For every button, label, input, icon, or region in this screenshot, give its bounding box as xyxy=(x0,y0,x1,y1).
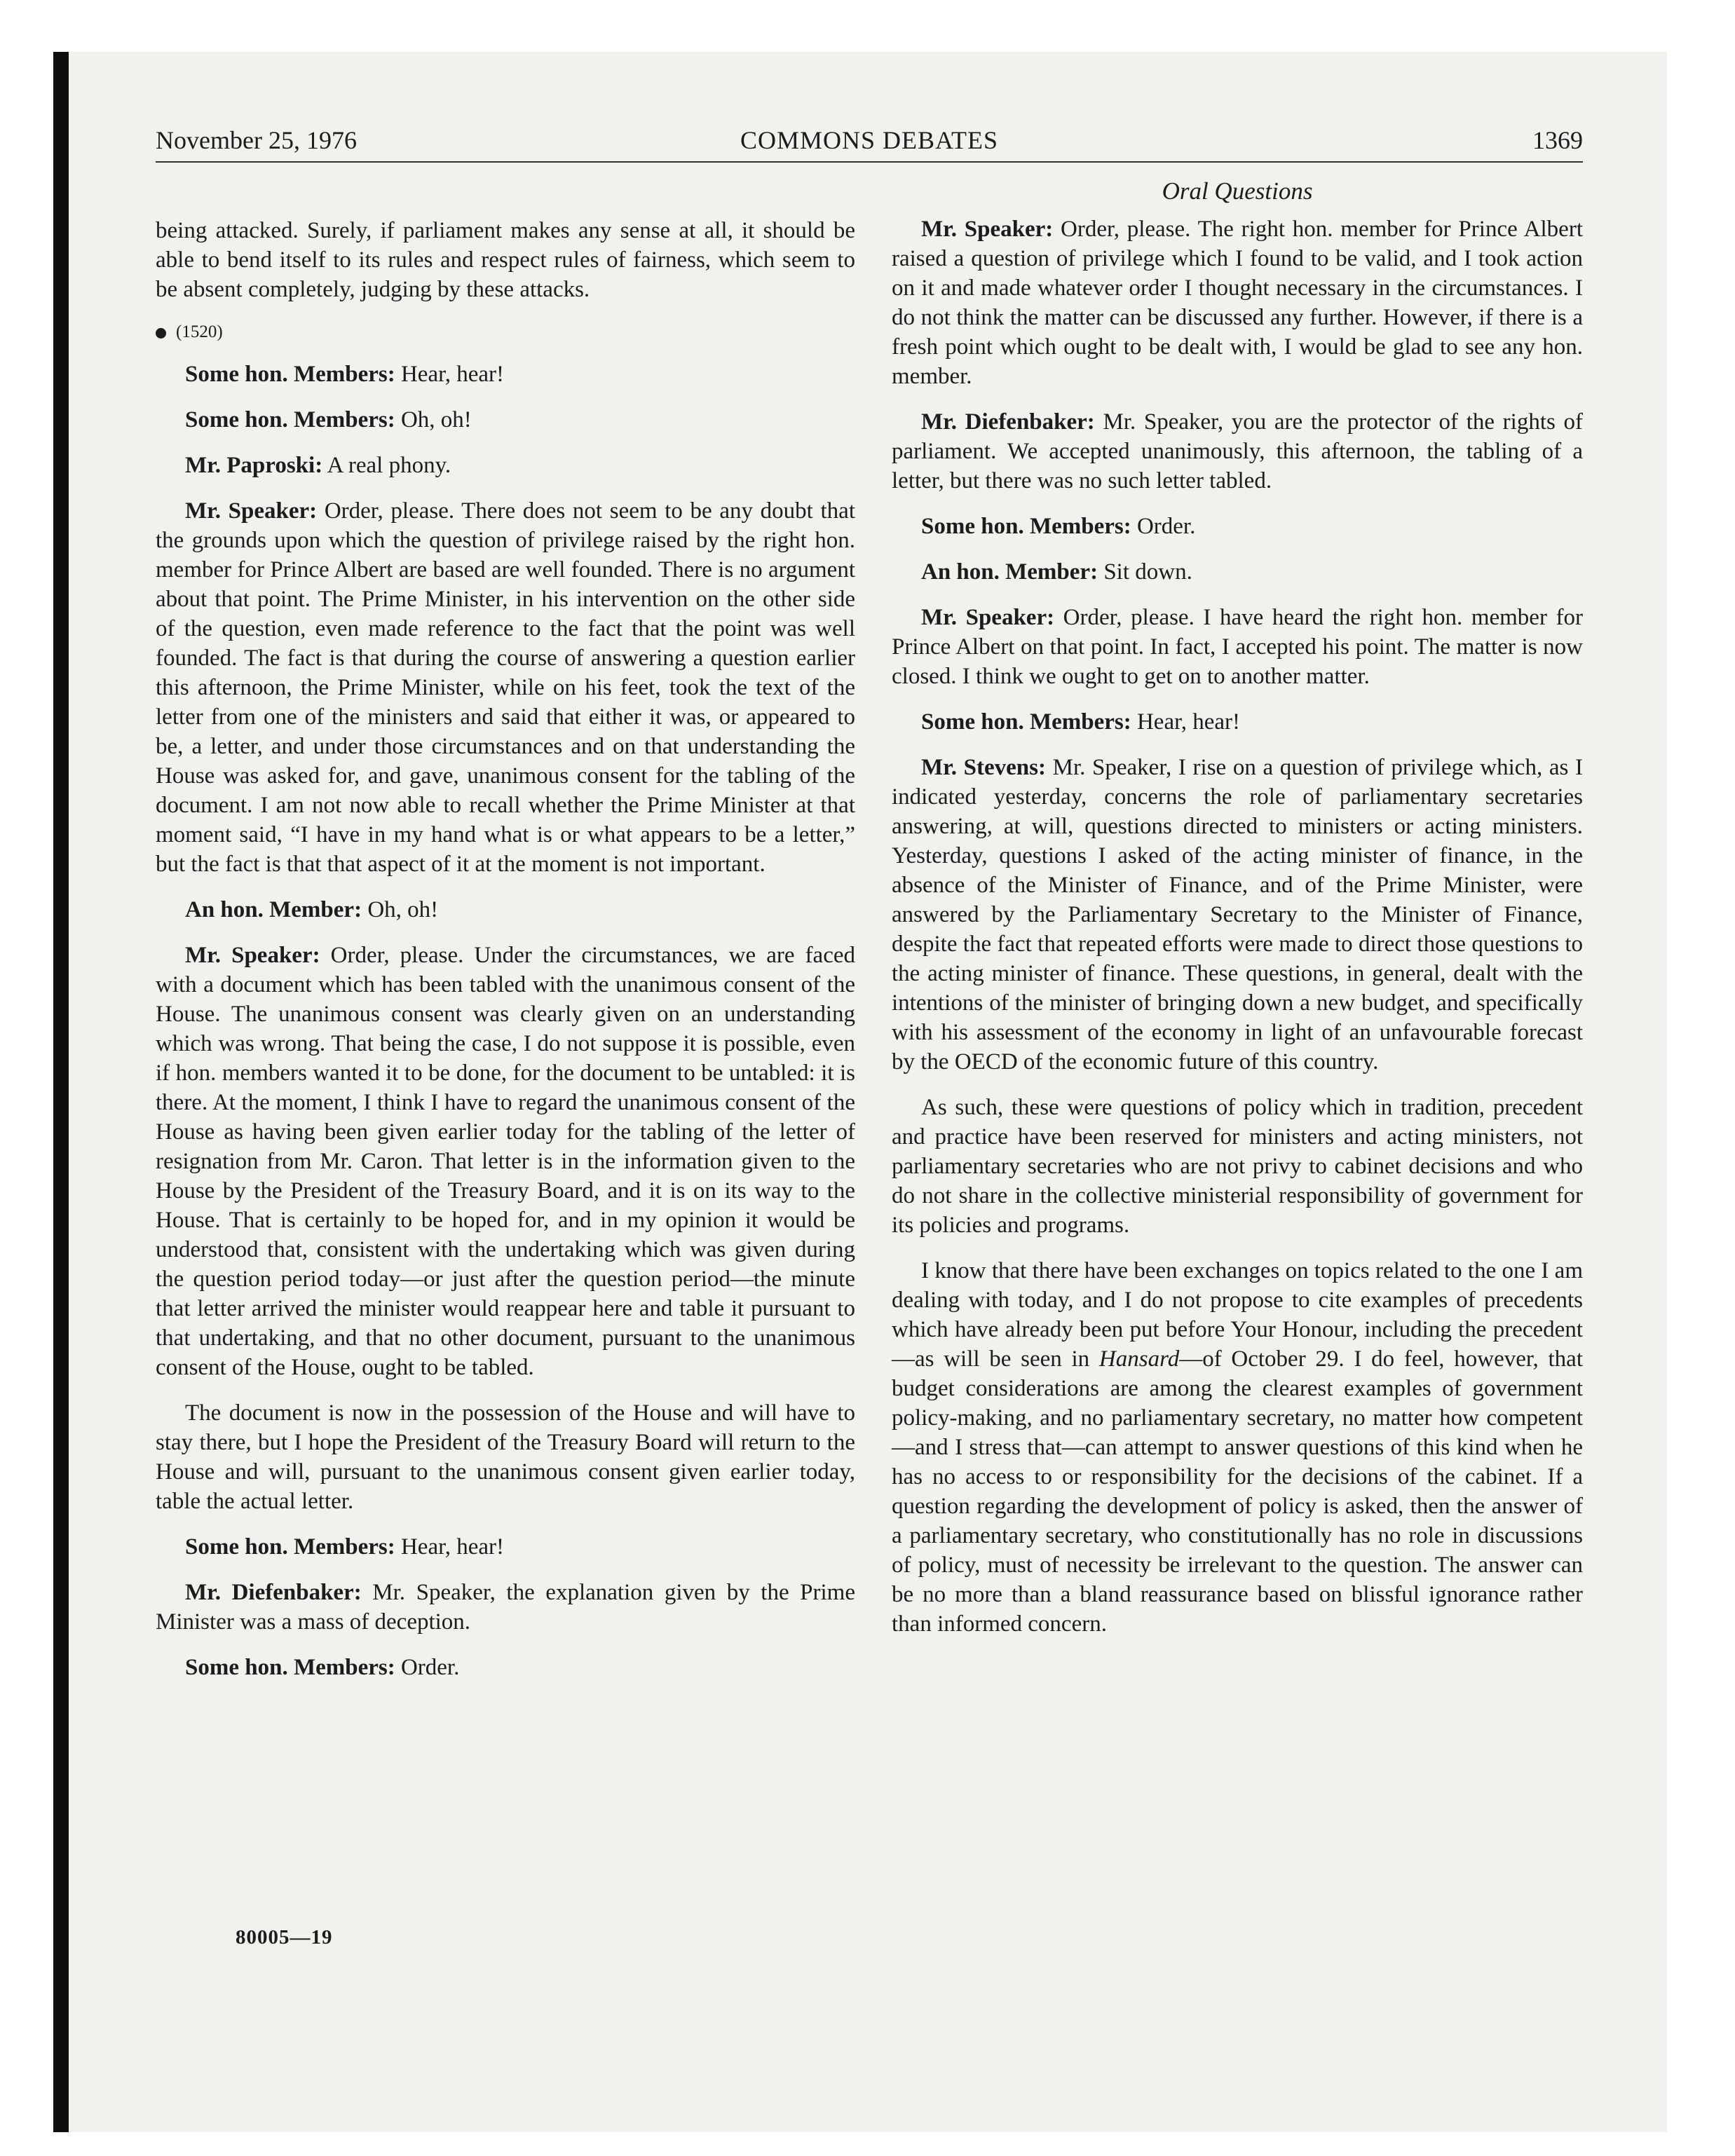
speaker-name: Mr. Stevens: xyxy=(921,755,1046,780)
speech-text: Hear, hear! xyxy=(395,362,505,387)
speaker-name: Some hon. Members: xyxy=(185,1534,395,1560)
speech-text: Order. xyxy=(1131,514,1196,539)
bullet-dot-icon xyxy=(156,328,166,339)
paragraph xyxy=(156,405,855,435)
speaker-name: Mr. Speaker: xyxy=(921,605,1055,630)
speech-text: I know that there have been exchanges on topics related to the one I am dealing with today, and I do not propose to cite examples of precedents which have already been put before Your Honour, including the precedent—as will be seen in xyxy=(892,1258,1583,1372)
paragraph xyxy=(156,360,855,389)
paragraph xyxy=(892,1256,1583,1639)
paragraph xyxy=(156,1578,855,1637)
right-column xyxy=(892,177,1583,1655)
speech-text: Sit down. xyxy=(1098,559,1192,585)
speech-text: Mr. Speaker, you are the protector of the rights of parliament. We accepted unanimously, this afternoon, the tabling of a letter, but there was no such letter tabled. xyxy=(892,409,1583,493)
speech-text: Order, please. Under the circumstances, we are faced with a document which has been tabled with the unanimous consent of the House. The unanimous consent was clearly given on an understanding which was wrong. That being the case, I do not suppose it is possible, even if hon. members wanted it to be done, for the document to be untabled: it is there. At the moment, I think I have to regard the unanimous consent of the House as having been given earlier today for the tabling of the letter of resignation from Mr. Caron. That letter is in the information given to the House by the President of the Treasury Board, and it is on its way to the House. That is certainly to be hoped for, and in my opinion it would be understood that, consistent with the undertaking which was given during the question period today—or just after the question period—the minute that letter arrived the minister would reappear here and table it pursuant to that undertaking, and that no other document, pursuant to the unanimous consent of the House, ought to be tabled. xyxy=(156,943,855,1380)
paragraph xyxy=(892,557,1583,587)
speaker-name: Some hon. Members: xyxy=(185,1655,395,1680)
speech-text: A real phony. xyxy=(322,453,451,478)
time-marker-text: (1520) xyxy=(176,322,223,341)
paragraph xyxy=(156,895,855,925)
speech-text: Order, please. There does not seem to be any doubt that the grounds upon which the question of privilege raised by the right hon. member for Prince Albert are based are well founded. There is no argument about that point. The Prime Minister, in his intervention on the other side of the question, even made reference to the fact that the point was well founded. The fact is that during the course of answering a question earlier this afternoon, the Prime Minister, while on his feet, took the text of the letter from one of the ministers and said that either it was, or appeared to be, a letter, and under those circumstances and on that understanding the House was asked for, and gave, unanimous consent for the tabling of the document. I am not now able to recall whether the Prime Minister at that moment said, “I have in my hand what is or what appears to be a letter,” but the fact is that that aspect of it at the moment is not important. xyxy=(156,498,855,877)
paragraph xyxy=(892,407,1583,496)
paragraph xyxy=(892,214,1583,391)
hansard-italic: Hansard xyxy=(1098,1346,1180,1372)
speaker-name: Mr. Speaker: xyxy=(921,217,1054,242)
paragraph: As such, these were questions of policy which in tradition, precedent and practice have been reserved for ministers and acting ministers, not parliamentary secretaries who are not privy to cabinet decisions and who do not share in the collective ministerial responsibility of government for its policies and programs. xyxy=(892,1095,1583,1238)
header-date: November 25, 1976 xyxy=(156,126,357,154)
paragraph: being attacked. Surely, if parliament makes any sense at all, it should be able to bend itself to its rules and respect rules of fairness, which seem to be absent completely, judging by these attacks. xyxy=(156,218,855,302)
header-page-number: 1369 xyxy=(1532,126,1583,154)
paragraph xyxy=(892,512,1583,541)
paragraph xyxy=(156,1532,855,1562)
paragraph xyxy=(892,603,1583,691)
speaker-name: Mr. Diefenbaker: xyxy=(921,409,1095,435)
speech-text: Order, please. The right hon. member for Prince Albert raised a question of privilege which I found to be valid, and I took action on it and made whatever order I thought necessary in the circumstances. I do not think the matter can be discussed any further. However, if there is a fresh point which ought to be dealt with, I would be glad to see any hon. member. xyxy=(892,217,1583,389)
speaker-name: Mr. Paproski: xyxy=(185,453,323,478)
speech-text: Hear, hear! xyxy=(395,1534,505,1560)
speech-text: Mr. Speaker, I rise on a question of privilege which, as I indicated yesterday, concerns the role of parliamentary secretaries answering, at will, questions directed to ministers or acting ministers. Yesterday, questions I asked of the acting minister of finance, in the absence of the Minister of Finance, and of the Prime Minister, were answered by the Parliamentary Secretary to the Minister of Finance, despite the fact that repeated efforts were made to direct those questions to the acting minister of finance. These questions, in general, dealt with the intentions of the minister of bringing down a new budget, and specifically with his assessment of the economy in light of an unfavourable forecast by the OECD of the economic future of this country. xyxy=(892,755,1583,1074)
footer-code: 80005—19 xyxy=(236,1926,333,1949)
speaker-name: Some hon. Members: xyxy=(185,362,395,387)
speaker-name: An hon. Member: xyxy=(921,559,1098,585)
speech-text: —of October 29. I do feel, however, that budget considerations are among the clearest examples of government policy-making, and no parliamentary secretary, no matter how competent—and I stress that—can attempt to answer questions of this kind when he has no access to or responsibility for the decisions of the cabinet. If a question regarding the development of policy is asked, then the answer of a parliamentary secretary, who constitutionally has no role in discussions of policy, must of necessity be irrelevant to the question. The answer can be no more than a bland reassurance based on blissful ignorance rather than informed concern. xyxy=(892,1346,1584,1637)
header-title: COMMONS DEBATES xyxy=(740,126,999,154)
left-column xyxy=(156,216,855,1698)
time-marker xyxy=(156,320,855,344)
paragraph xyxy=(892,753,1583,1077)
speaker-name: Some hon. Members: xyxy=(921,514,1131,539)
speech-text: Order, please. I have heard the right hon. member for Prince Albert on that point. In fact, I accepted his point. The matter is now closed. I think we ought to get on to another matter. xyxy=(892,605,1583,689)
speech-text: Mr. Speaker, the explanation given by the Prime Minister was a mass of deception. xyxy=(156,1580,855,1635)
scan-edge-bar xyxy=(53,52,69,2132)
speech-text: Oh, oh! xyxy=(362,897,439,922)
paragraph xyxy=(156,496,855,879)
paragraph xyxy=(156,451,855,480)
paragraph xyxy=(892,707,1583,737)
page-header xyxy=(156,125,1583,163)
speech-text: Hear, hear! xyxy=(1131,709,1241,735)
speaker-name: Some hon. Members: xyxy=(185,407,395,432)
speech-text: Oh, oh! xyxy=(395,407,472,432)
speaker-name: An hon. Member: xyxy=(185,897,362,922)
paragraph xyxy=(156,1653,855,1682)
paragraph: The document is now in the possession of the House and will have to stay there, but I hope the President of the Treasury Board will return to the House and will, pursuant to the unanimous consent given earlier today, table the actual letter. xyxy=(156,1400,855,1514)
speaker-name: Mr. Speaker: xyxy=(185,498,318,524)
speaker-name: Mr. Diefenbaker: xyxy=(185,1580,362,1605)
speech-text: Order. xyxy=(395,1655,460,1680)
speaker-name: Mr. Speaker: xyxy=(185,943,320,968)
paragraph xyxy=(156,941,855,1382)
speaker-name: Some hon. Members: xyxy=(921,709,1131,735)
section-heading: Oral Questions xyxy=(1162,177,1313,205)
